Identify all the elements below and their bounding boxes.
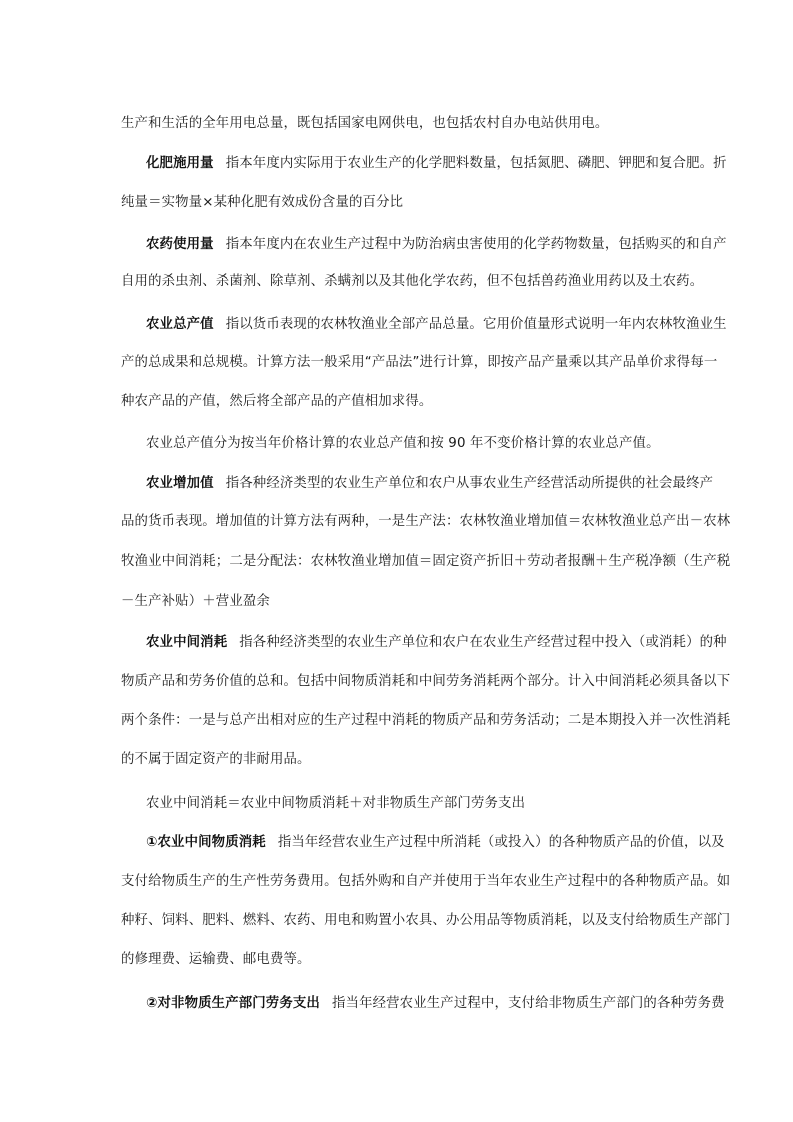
text-line (121, 872, 731, 892)
line-text: 生产和生活的全年用电总量，既包括国家电网供电，也包括农村自办电站供用电。 (121, 116, 609, 131)
line-text: 农业总产值分为按当年价格计算的农业总产值和按 90 年不变价格计算的农业总产值。 (146, 436, 660, 451)
line-text: 两个条件：一是与总产出相对应的生产过程中消耗的物质产品和劳务活动；二是本期投入并一次性消耗 (121, 713, 731, 728)
text-line (121, 592, 666, 612)
term-label: 化肥施用量 (146, 156, 214, 171)
term-label: 农业总产值 (146, 317, 214, 332)
text-line (146, 794, 691, 814)
term-label: 农业增加值 (146, 476, 214, 491)
line-text: －生产补贴）＋营业盈余 (121, 594, 270, 609)
definition-line (146, 474, 714, 494)
definition-line (146, 633, 727, 653)
line-text: 产的总成果和总规模。计算方法一般采用“产品法”进行计算，即按产品产量乘以其产品单价求得每一 (121, 355, 718, 370)
line-text: 牧渔业中间消耗；二是分配法：农林牧渔业增加值＝固定资产折旧＋劳动者报酬＋生产税净额（生产税 (121, 554, 731, 569)
text-line (146, 434, 691, 454)
line-text: 农业中间消耗＝农业中间物质消耗＋对非物质生产部门劳务支出 (146, 796, 526, 811)
definition-line (146, 833, 725, 853)
line-text: 的不属于固定资产的非耐用品。 (121, 752, 311, 767)
text-line (121, 272, 704, 292)
text-line (121, 552, 731, 572)
line-text: 指当年经营农业生产过程中，支付给非物质生产部门的各种劳务费 (331, 996, 725, 1011)
line-text: 指各种经济类型的农业生产单位和农户在农业生产经营过程中投入（或消耗）的种 (239, 635, 727, 650)
text-line (121, 911, 731, 931)
line-text: 的修理费、运输费、邮电费等。 (121, 952, 311, 967)
text-line (121, 193, 666, 213)
line-text: 指当年经营农业生产过程中所消耗（或投入）的各种物质产品的价值，以及 (277, 835, 725, 850)
definition-line (146, 154, 727, 174)
line-text: 纯量＝实物量×某种化肥有效成份含量的百分比 (121, 195, 404, 210)
term-label: 农业中间消耗 (146, 635, 228, 650)
line-text: 指本年度内实际用于农业生产的化学肥料数量，包括氮肥、磷肥、钾肥和复合肥。折 (225, 156, 727, 171)
line-text: 品的货币表现。增加值的计算方法有两种，一是生产法：农林牧渔业增加值＝农林牧渔业总产出－农林 (121, 514, 731, 529)
line-text: 自用的杀虫剂、杀菌剂、除草剂、杀螨剂以及其他化学农药，但不包括兽药渔业用药以及土农药。 (121, 274, 704, 289)
text-line (121, 353, 718, 373)
text-line (121, 750, 666, 770)
line-text: 种籽、饲料、肥料、燃料、农药、用电和购置小农具、办公用品等物质消耗，以及支付给物质生产部门 (121, 913, 731, 928)
definition-line (146, 315, 727, 335)
text-line (121, 672, 731, 692)
text-line (121, 950, 666, 970)
line-text: 种农产品的产值，然后将全部产品的产值相加求得。 (121, 394, 433, 409)
term-label: ②对非物质生产部门劳务支出 (146, 996, 320, 1011)
line-text: 指以货币表现的农林牧渔业全部产品总量。它用价值量形式说明一年内农林牧渔业生 (225, 317, 727, 332)
line-text: 物质产品和劳务价值的总和。包括中间物质消耗和中间劳务消耗两个部分。计入中间消耗必须具备以下 (121, 674, 731, 689)
text-line (121, 512, 731, 532)
line-text: 支付给物质生产的生产性劳务费用。包括外购和自产并使用于当年农业生产过程中的各种物质产品。如 (121, 874, 731, 889)
definition-line (146, 994, 725, 1014)
line-text: 指各种经济类型的农业生产单位和农户从事农业生产经营活动所提供的社会最终产 (225, 476, 714, 491)
term-label: ①农业中间物质消耗 (146, 835, 266, 850)
term-label: 农药使用量 (146, 237, 214, 252)
text-line (121, 114, 666, 134)
text-line (121, 711, 731, 731)
text-line (121, 392, 666, 412)
line-text: 指本年度内在农业生产过程中为防治病虫害使用的化学药物数量，包括购买的和自产 (225, 237, 727, 252)
definition-line (146, 235, 727, 255)
